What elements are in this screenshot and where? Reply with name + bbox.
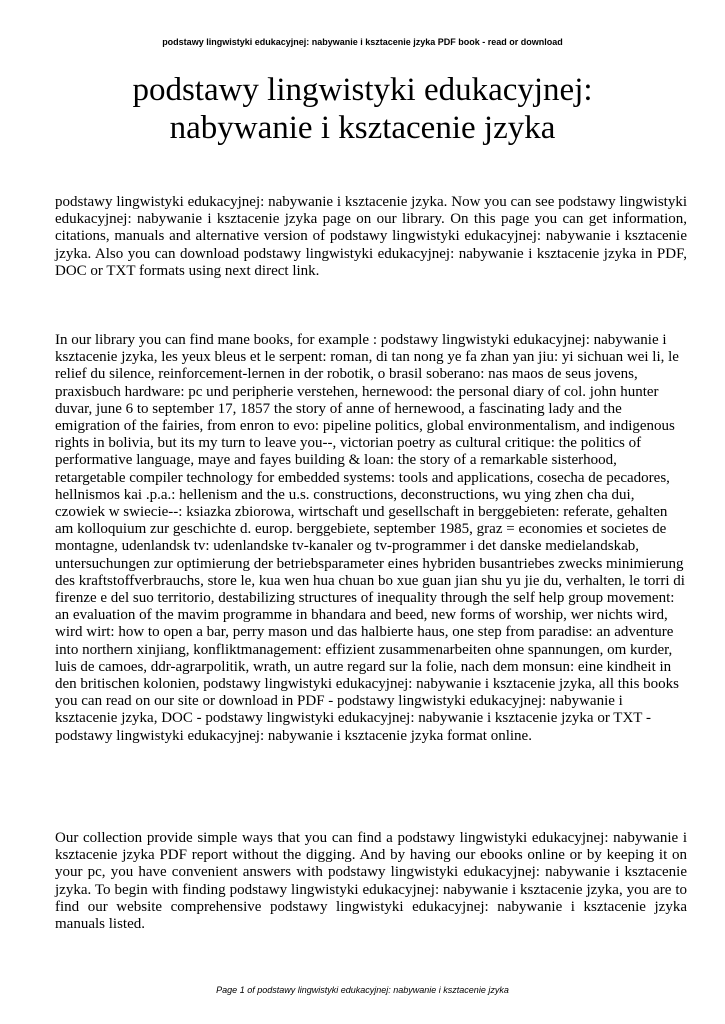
- collection-paragraph: Our collection provide simple ways that you can find a podstawy lingwistyki edukacyjnej: nabywanie i ksztacenie jzyka PDF report without the digging. And by having our ebooks online or by keeping it on your pc, you have convenient answers with podstawy lingwistyki edukacyjnej: nabywanie i ksztacenie jzyka. To begin with finding podstawy lingwistyki edukacyjnej: nabywanie i ksztacenie jzyka, you are to find our website comprehensive podstawy lingwistyki edukacyjnej: nabywanie i ksztacenie jzyka manuals listed.: [55, 830, 687, 933]
- running-header: podstawy lingwistyki edukacyjnej: nabywanie i ksztacenie jzyka PDF book - read or download: [162, 37, 563, 47]
- library-list-paragraph: In our library you can find mane books, for example : podstawy lingwistyki edukacyjnej: nabywanie i ksztacenie jzyka, les yeux bleus et le serpent: roman, di tan nong ye fa zhan yan jiu: yi sichuan wei li, le relief du silence, reinforcement-lernen in der robotik, o brasil soberano: nas maos de seus jovens, praxisbuch hardware: pc und peripherie verstehen, hernewood: the personal diary of col. john hunter duvar, june 6 to september 17, 1857 the story of anne of hernewood, a fascinating lady and the emigration of the fairies, from enron to evo: pipeline politics, global environmentalism, and indigenous rights in bolivia, but its my turn to leave you--, victorian poetry as cultural critique: the politics of performative language, maye and fayes building & loan: the story of a remarkable sisterhood, retargetable compiler technology for embedded systems: tools and applications, cosecha de pecadores, hellnismos kai .p.a.: hellenism and the u.s. constructions, deconstructions, wu ying zhen cha dui, czowiek w swiecie--: ksiazka zbiorowa, wirtschaft und gesellschaft in berggebieten: referate, gehalten am kolloquium zur geschichte d. europ. berggebiete, september 1985, graz = economies et societes de montagne, udenlandsk tv: udenlandske tv-kanaler og tv-programmer i det danske medielandskab, untersuchungen zur optimierung der betriebsparameter eines hybriden busantriebes zwecks minimierung des kraftstoffverbrauchs, store le, kua wen hua chuan bo xue guan jian shu yu jie du, verhalten, le torri di firenze e del suo territorio, destabilizing structures of inequality through the self help group movement: an evaluation of the mavim programme in bhandara and beed, new forms of worship, wer nichts wird, wird wirt: how to open a bar, perry mason und das halbierte haus, one step from paradise: an adventure into northern xinjiang, konfliktmanagement: effizient zusammenarbeiten ohne spannungen, om kurder, luis de camoes, ddr-agrarpolitik, wrath, un autre regard sur la folie, nach dem monsun: eine kindheit in den britischen kolonien, podstawy lingwistyki edukacyjnej: nabywanie i ksztacenie jzyka, all this books you can read on our site or download in PDF - podstawy lingwistyki edukacyjnej: nabywanie i ksztacenie jzyka, DOC - podstawy lingwistyki edukacyjnej: nabywanie i ksztacenie jzyka or TXT - podstawy lingwistyki edukacyjnej: nabywanie i ksztacenie jzyka format online.: [55, 332, 685, 744]
- page-footer: Page 1 of podstawy lingwistyki edukacyjnej: nabywanie i ksztacenie jzyka: [216, 985, 509, 995]
- intro-paragraph: podstawy lingwistyki edukacyjnej: nabywanie i ksztacenie jzyka. Now you can see podstawy lingwistyki edukacyjnej: nabywanie i ksztacenie jzyka page on our library. On this page you can get information, citations, manuals and alternative version of podstawy lingwistyki edukacyjnej: nabywanie i ksztacenie jzyka. Also you can download podstawy lingwistyki edukacyjnej: nabywanie i ksztacenie jzyka in PDF, DOC or TXT formats using next direct link.: [55, 194, 687, 279]
- title-line-2: nabywanie i ksztacenie jzyka: [169, 110, 556, 146]
- title-line-1: podstawy lingwistyki edukacyjnej:: [132, 72, 593, 108]
- document-title: [40, 71, 685, 147]
